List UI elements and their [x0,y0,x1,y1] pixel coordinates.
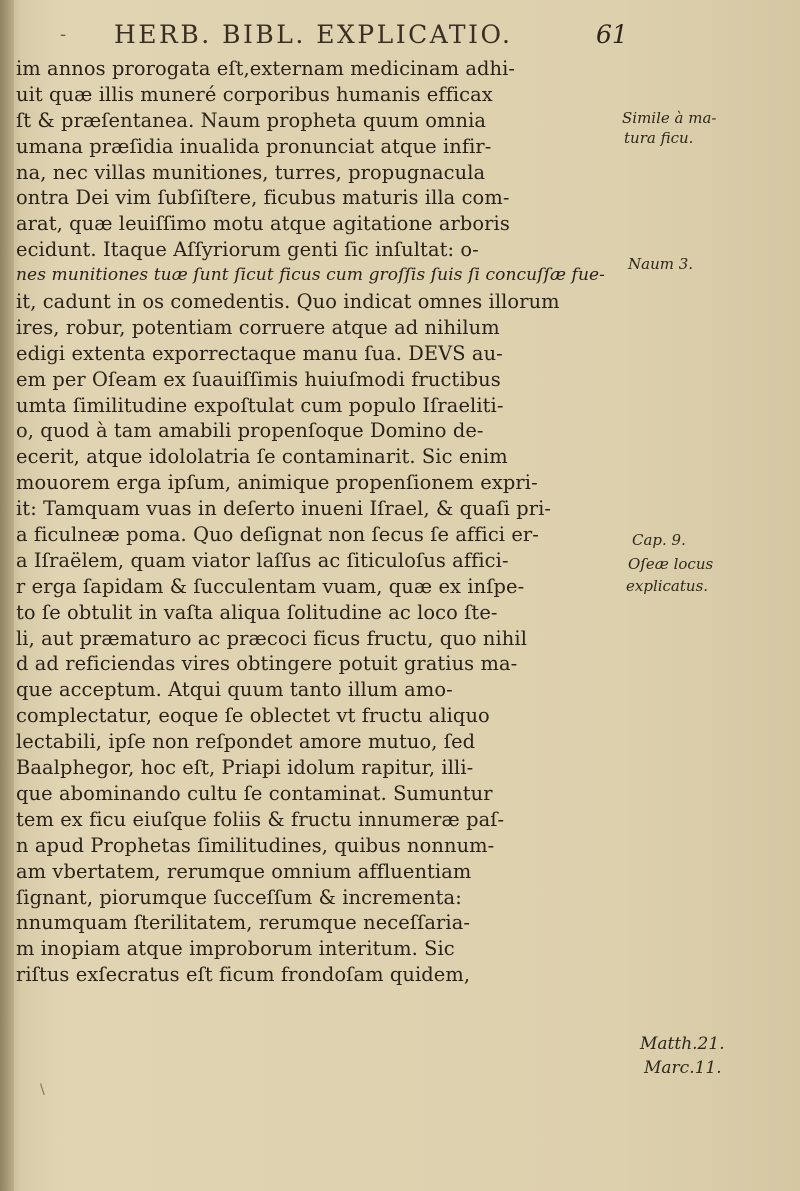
stray-mark: \ [40,1082,45,1098]
text-line: d ad reficiendas vires obtingere potuit gratius ma- [16,652,518,676]
text-line: uit quæ illis muneré corporibus humanis efficax [16,82,493,106]
text-line: riſtus exſecratus eſt ficum frondoſam quidem, [16,963,471,987]
margin-note-oseae: Oſeæ locus [628,555,714,573]
text-line: Baalphegor, hoc eſt, Priapi idolum rapitur, illi- [16,756,474,780]
text-line: ecidunt. Itaque Aſſyriorum genti ſic inſultat: o- [16,238,479,262]
text-line: ſignant, piorumque ſucceſſum & incrementa: [16,885,462,909]
text-line: to ſe obtulit in vaſta aliqua ſolitudine ac loco ſte- [16,600,498,624]
text-line: im annos prorogata eſt,externam medicinam adhi- [16,57,516,80]
page-number: 61 [596,20,628,49]
running-header [60,18,640,52]
text-line: o, quod à tam amabili propenſoque Domino de- [16,419,484,443]
margin-note-simile-1: Simile à ma- [622,109,717,127]
margin-note-marc: Marc.11. [644,1058,722,1078]
margin-note-matth: Matth.21. [640,1034,725,1054]
margin-note-cap: Cap. 9. [632,531,686,549]
text-line: a Iſraëlem, quam viator laſſus ac ſiticuloſus affici- [16,548,509,572]
text-line: ontra Dei vim ſubſiſtere, ficubus maturis illa com- [16,186,510,210]
text-line: it: Tamquam vuas in deſerto inueni Iſrael, & quaſi pri- [16,497,552,521]
text-line: que acceptum. Atqui quum tanto illum amo- [16,678,453,702]
margin-note-simile-2: tura ficu. [624,129,694,147]
text-line: ecerit, atque idololatria ſe contaminarit. Sic enim [16,445,508,469]
body-text [16,56,622,988]
text-line: r erga ſapidam & ſucculentam vuam, quæ ex inſpe- [16,574,525,598]
text-line: umana præſidia inualida pronunciat atque infir- [16,134,492,158]
header-dash: - [60,24,67,45]
text-line: na, nec villas munitiones, turres, propugnacula [16,160,486,184]
text-line: mouorem erga ipſum, animique propenſionem expri- [16,471,538,495]
page-gutter [0,0,14,1191]
text-line: n apud Prophetas ſimilitudines, quibus nonnum- [16,833,495,857]
text-line: li, aut præmaturo ac præcoci ficus fructu, quo nihil [16,626,527,650]
text-line: it, cadunt in os comedentis. Quo indicat omnes illorum [16,290,560,314]
text-line-italic: nes munitiones tuæ ſunt ſicut ficus cum groſſis ſuis ſi concuſſæ fue- [16,265,605,286]
text-line: edigi extenta exporrectaque manu ſua. DEVS au- [16,341,503,365]
text-line: ires, robur, potentiam corruere atque ad nihilum [16,315,500,339]
header-title: HERB. BIBL. EXPLICATIO. [114,20,513,49]
text-line: ſt & præſentanea. Naum propheta quum omnia [16,108,487,132]
text-line: lectabili, ipſe non reſpondet amore mutuo, ſed [16,730,476,754]
text-line: complectatur, eoque ſe oblectet vt fructu aliquo [16,704,490,728]
text-line: nnumquam ſterilitatem, rerumque neceſſaria- [16,911,471,935]
text-line: a ficulneæ poma. Quo deſignat non ſecus ſe affici er- [16,523,539,547]
text-line: tem ex ficu eiuſque foliis & fructu innumeræ paſ- [16,807,505,831]
text-line: am vbertatem, rerumque omnium affluentiam [16,859,472,883]
margin-note-explicatus: explicatus. [626,577,709,595]
text-line: que abominando cultu ſe contaminat. Sumuntur [16,781,493,805]
text-line: arat, quæ leuiſſimo motu atque agitatione arboris [16,212,510,236]
text-line: m inopiam atque improborum interitum. Sic [16,937,455,961]
margin-note-naum: Naum 3. [628,255,694,273]
text-line: em per Oſeam ex ſuauiſſimis huiuſmodi fructibus [16,367,501,391]
text-line: umta ſimilitudine expoſtulat cum populo Iſraeliti- [16,393,504,417]
